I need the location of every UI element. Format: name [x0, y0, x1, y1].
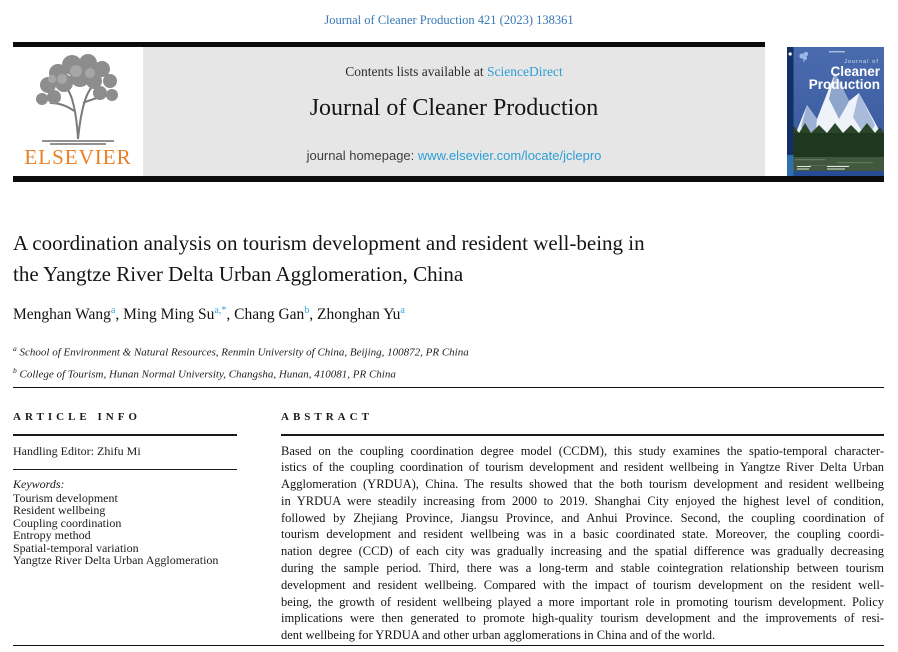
author-separator: , — [226, 306, 235, 324]
author-affiliation-sup: a — [400, 305, 405, 316]
article-title-line: A coordination analysis on tourism development and resident well-being in — [13, 231, 645, 255]
article-info-rule-2 — [13, 469, 237, 470]
abstract-line: istics of the coupling coordination of tourism development and resident wellbeing in Yangtze River Delta Urban — [281, 460, 884, 475]
affiliation — [13, 362, 793, 384]
abstract-heading: ABSTRACT — [281, 411, 373, 423]
contents-line — [143, 64, 765, 80]
banner-bottom-rule — [13, 176, 884, 182]
abstract-line: dent wellbeing for YRDUA and other urban agglomerations in China and of the world. — [281, 628, 716, 643]
abstract-line: nation degree (CCD) of each city was gradually increasing and the spatial difference was gradually decreasing — [281, 544, 884, 559]
page-header-citation: Journal of Cleaner Production 421 (2023) 138361 — [324, 13, 574, 27]
banner-journal-title: Journal of Cleaner Production — [309, 95, 599, 121]
author — [123, 306, 234, 323]
contents-prefix: Contents lists available at — [345, 64, 487, 79]
article-title — [13, 228, 793, 290]
cover-title-line2: Production — [808, 77, 880, 92]
abstract-line: Based on the coupling coordination degree model (CCDM), this study examines the spatio-temporal character- — [281, 443, 884, 458]
keyword-item: Resident wellbeing — [13, 503, 106, 518]
author-affiliation-sup: a,* — [214, 305, 227, 316]
keywords-list — [13, 492, 237, 568]
affiliation-list — [13, 340, 793, 383]
keyword-item: Spatial-temporal variation — [13, 540, 139, 555]
affiliation-sup: a — [13, 344, 17, 353]
author-affiliation-sup: b — [304, 305, 310, 316]
section-top-rule — [13, 387, 884, 388]
author — [13, 306, 123, 323]
keyword-item: Coupling coordination — [13, 515, 122, 530]
author-separator: , — [309, 306, 318, 324]
author — [234, 306, 317, 323]
journal-cover-thumbnail — [787, 47, 884, 176]
author-list — [13, 305, 793, 324]
affiliation-text: College of Tourism, Hunan Normal University, Changsha, Hunan, 410081, PR China — [16, 368, 396, 381]
keyword-item: Yangtze River Delta Urban Agglomeration — [13, 553, 219, 568]
affiliation-sup: b — [13, 365, 17, 375]
cover-title-line1: Cleaner — [830, 64, 880, 79]
keyword-item: Tourism development — [13, 490, 118, 505]
keyword-item: Entropy method — [13, 528, 91, 543]
article-info-column — [13, 411, 237, 567]
cover-forest — [787, 133, 884, 157]
sciencedirect-link[interactable]: ScienceDirect — [487, 64, 563, 79]
article-info-heading: ARTICLE INFO — [13, 411, 141, 423]
abstract-line: in YRDUA were steadily increasing from 2000 to 2019. Shanghai City enjoyed the highest level of condition, — [281, 493, 884, 508]
author-name: Ming Ming Su — [123, 306, 215, 324]
author-name: Zhonghan Yu — [317, 306, 401, 324]
elsevier-tree-icon — [28, 51, 128, 147]
abstract-line: during the sample period. Third, there was a long-term and stable cointegration relationship between tourism — [281, 561, 884, 576]
homepage-prefix: journal homepage: — [306, 148, 418, 163]
abstract-line: tourism development and resident wellbeing was in a basic coordinated state. Moreover, the coupling coordi- — [281, 527, 884, 542]
elsevier-wordmark: ELSEVIER — [24, 145, 132, 169]
abstract-line: development and resident wellbeing. Compared with the impact of tourism development on the resident well- — [281, 577, 884, 592]
author — [317, 306, 405, 323]
affiliation — [13, 340, 793, 362]
author-name: Menghan Wang — [13, 306, 111, 324]
homepage-line — [143, 148, 765, 163]
cover-journal-of: Journal of — [844, 59, 879, 65]
abstract-line: implications were then generated to promote high-quality tourism development and the improvements of resi- — [281, 611, 884, 626]
abstract-line: followed by Zhejiang Province, Jiangsu Province, and Anhui Province. Second, the coupling coordination of — [281, 510, 884, 525]
article-title-line: the Yangtze River Delta Urban Agglomeration, China — [13, 262, 464, 286]
author-separator: , — [115, 306, 124, 324]
keywords-label: Keywords: — [13, 476, 65, 491]
journal-banner — [13, 47, 765, 176]
banner-center — [143, 47, 765, 176]
affiliation-text: School of Environment & Natural Resources, Renmin University of China, Beijing, 100872, PR China — [16, 346, 469, 359]
elsevier-logo-box — [13, 47, 143, 176]
homepage-url-link[interactable]: www.elsevier.com/locate/jclepro — [417, 148, 602, 163]
abstract-line: being, the growth of resident wellbeing played a more important role in promoting tourism development. Policy — [281, 594, 884, 609]
abstract-column — [281, 411, 884, 644]
author-name: Chang Gan — [234, 306, 305, 324]
article-info-rule-1 — [13, 434, 237, 436]
abstract-line: Agglomeration (YRDUA), China. The results showed that the both tourism development and resident wellbeing — [281, 477, 884, 492]
abstract-text — [281, 443, 884, 645]
handling-editor: Handling Editor: Zhifu Mi — [13, 443, 141, 458]
page-bottom-rule — [13, 645, 884, 646]
abstract-rule — [281, 434, 884, 436]
author-affiliation-sup: a — [110, 305, 116, 316]
